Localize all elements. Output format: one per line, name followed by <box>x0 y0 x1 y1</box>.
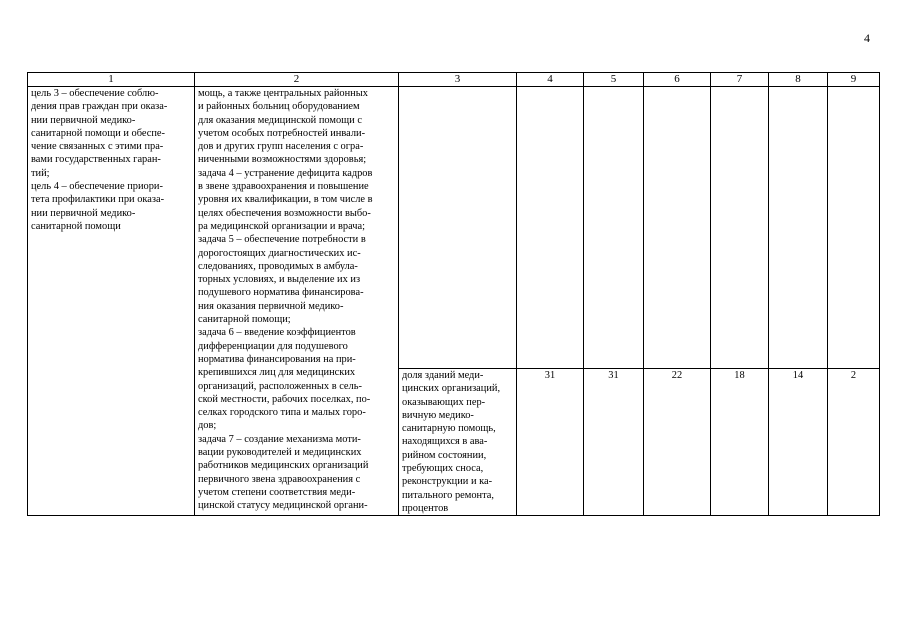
col-header-7: 7 <box>711 73 769 87</box>
value-cell: 31 <box>584 369 644 516</box>
empty-cell <box>644 87 711 369</box>
col-header-4: 4 <box>517 73 584 87</box>
value-cell: 18 <box>711 369 769 516</box>
col-header-1: 1 <box>28 73 195 87</box>
indicator-cell: доля зданий меди- цинских организаций, оказывающих пер- вичную медико- санитарную помощь, находящихся в ава- рийном состоянии, требующих сноса, реконструкции и ка- питального ремонта, процентов <box>399 369 517 516</box>
col-header-6: 6 <box>644 73 711 87</box>
empty-cell <box>517 87 584 369</box>
header-row <box>28 73 880 87</box>
value-cell: 2 <box>828 369 880 516</box>
value-cell: 22 <box>644 369 711 516</box>
value-cell: 31 <box>517 369 584 516</box>
tasks-cell: мощь, а также центральных районных и районных больниц оборудованием для оказания медицинской помощи с учетом особых потребностей инвали- дов и других групп населения с огра- ниченными возможностями здоровья; задача 4 – устранение дефицита кадров в звене здравоохранения и повышение уровня их квалификации, в том числе в целях обеспечения возможности выбо- ра медицинской организации и врача; задача 5 – обеспечение потребности в дорогостоящих диагностических ис- следованиях, проводимых в амбула- торных условиях, и выделение их из подушевого норматива финансирова- ния оказания первичной медико- санитарной помощи; задача 6 – введение коэффициентов дифференциации для подушевого норматива финансирования на при- крепившихся лиц для медицинских организаций, расположенных в сель- ской местности, рабочих поселках, по- селках городского типа и малых горо- дов; задача 7 – создание механизма моти- вации руководителей и медицинских работников медицинских организаций первичного звена здравоохранения с учетом степени соответствия меди- цинской статусу медицинской органи- <box>195 87 399 516</box>
program-table <box>27 72 880 516</box>
col-header-3: 3 <box>399 73 517 87</box>
col-header-5: 5 <box>584 73 644 87</box>
empty-cell <box>399 87 517 369</box>
value-cell: 14 <box>769 369 828 516</box>
empty-cell <box>828 87 880 369</box>
page-number: 4 <box>864 31 870 45</box>
empty-cell <box>584 87 644 369</box>
col-header-2: 2 <box>195 73 399 87</box>
col-header-9: 9 <box>828 73 880 87</box>
empty-cell <box>711 87 769 369</box>
empty-cell <box>769 87 828 369</box>
goals-cell: цель 3 – обеспечение соблю- дения прав граждан при оказа- нии первичной медико- санитарной помощи и обеспе- чение связанных с этими пра- вами государственных гаран- тий; цель 4 – обеспечение приори- тета профилактики при оказа- нии первичной медико- санитарной помощи <box>28 87 195 516</box>
table-row <box>28 87 880 369</box>
col-header-8: 8 <box>769 73 828 87</box>
